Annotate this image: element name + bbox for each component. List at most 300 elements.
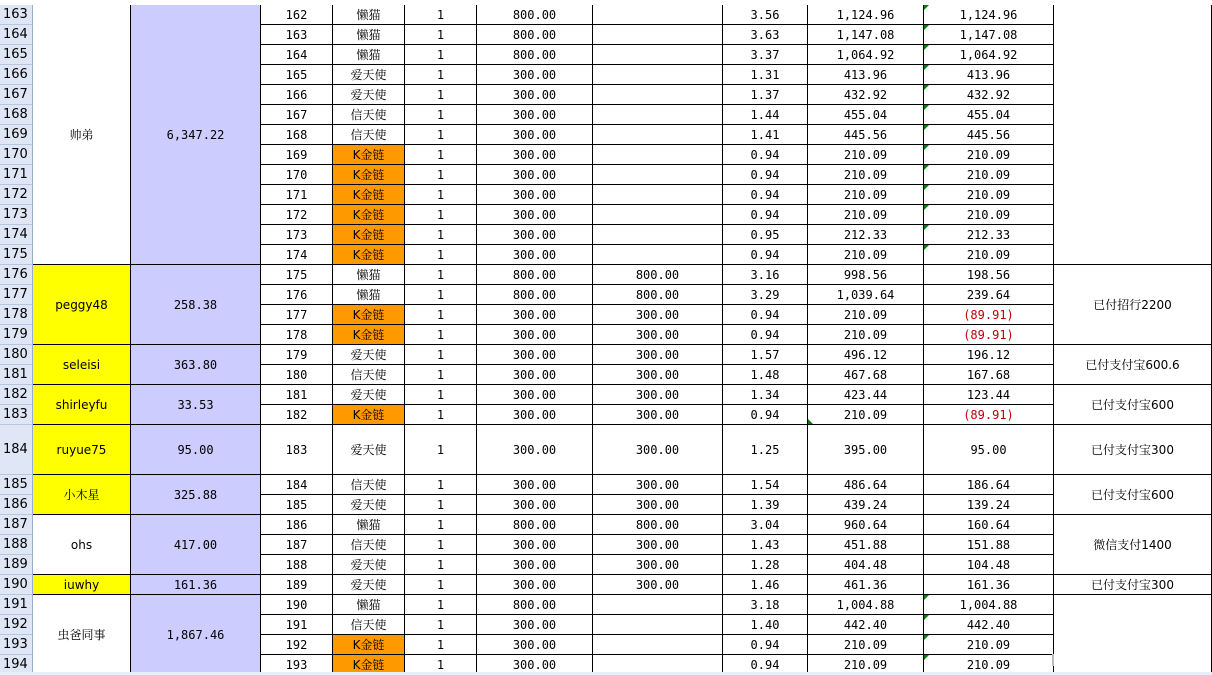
row-header[interactable] [0,85,33,105]
customer-name-cell[interactable] [33,425,131,475]
rate-cell[interactable] [723,425,808,475]
amount-cell[interactable] [808,475,924,495]
quantity-cell[interactable] [405,325,477,345]
item-cell[interactable] [333,405,405,425]
quantity-cell[interactable] [405,225,477,245]
quantity-cell[interactable] [405,495,477,515]
paid-cell[interactable] [593,615,723,635]
price-cell[interactable] [477,515,593,535]
paid-cell[interactable] [593,385,723,405]
amount-cell[interactable] [808,615,924,635]
item-cell[interactable] [333,575,405,595]
rate-cell[interactable] [723,225,808,245]
customer-name-cell[interactable] [33,5,131,265]
balance-cell[interactable] [924,495,1054,515]
item-cell[interactable] [333,185,405,205]
row-header[interactable] [0,165,33,185]
balance-cell[interactable] [924,85,1054,105]
quantity-cell[interactable] [405,365,477,385]
item-cell[interactable] [333,65,405,85]
amount-cell[interactable] [808,555,924,575]
price-cell[interactable] [477,535,593,555]
paid-cell[interactable] [593,205,723,225]
row-header[interactable] [0,365,33,385]
price-cell[interactable] [477,245,593,265]
order-number-cell[interactable] [261,495,333,515]
quantity-cell[interactable] [405,65,477,85]
order-number-cell[interactable] [261,425,333,475]
quantity-cell[interactable] [405,475,477,495]
row-header[interactable] [0,105,33,125]
quantity-cell[interactable] [405,385,477,405]
balance-cell[interactable] [924,5,1054,25]
item-cell[interactable] [333,615,405,635]
balance-cell[interactable] [924,575,1054,595]
rate-cell[interactable] [723,305,808,325]
price-cell[interactable] [477,595,593,615]
item-cell[interactable] [333,265,405,285]
price-cell[interactable] [477,265,593,285]
customer-name-cell[interactable] [33,265,131,345]
item-cell[interactable] [333,105,405,125]
amount-cell[interactable] [808,345,924,365]
order-number-cell[interactable] [261,555,333,575]
price-cell[interactable] [477,365,593,385]
quantity-cell[interactable] [405,425,477,475]
paid-cell[interactable] [593,425,723,475]
customer-total-cell[interactable] [131,595,261,675]
order-number-cell[interactable] [261,165,333,185]
paid-cell[interactable] [593,575,723,595]
customer-total-cell[interactable] [131,515,261,575]
payment-note-cell[interactable] [1054,5,1212,265]
amount-cell[interactable] [808,535,924,555]
customer-total-cell[interactable] [131,575,261,595]
rate-cell[interactable] [723,245,808,265]
customer-name-cell[interactable] [33,345,131,385]
paid-cell[interactable] [593,325,723,345]
payment-note-cell[interactable] [1054,265,1212,345]
item-cell[interactable] [333,285,405,305]
paid-cell[interactable] [593,405,723,425]
row-header[interactable] [0,125,33,145]
item-cell[interactable] [333,555,405,575]
quantity-cell[interactable] [405,45,477,65]
item-cell[interactable] [333,385,405,405]
amount-cell[interactable] [808,515,924,535]
rate-cell[interactable] [723,185,808,205]
quantity-cell[interactable] [405,575,477,595]
row-header[interactable] [0,555,33,575]
amount-cell[interactable] [808,125,924,145]
rate-cell[interactable] [723,535,808,555]
quantity-cell[interactable] [405,205,477,225]
payment-note-cell[interactable] [1054,385,1212,425]
row-header[interactable] [0,205,33,225]
price-cell[interactable] [477,635,593,655]
rate-cell[interactable] [723,265,808,285]
order-number-cell[interactable] [261,365,333,385]
customer-name-cell[interactable] [33,595,131,675]
paid-cell[interactable] [593,635,723,655]
customer-total-cell[interactable] [131,265,261,345]
balance-cell[interactable] [924,205,1054,225]
price-cell[interactable] [477,495,593,515]
rate-cell[interactable] [723,575,808,595]
order-number-cell[interactable] [261,265,333,285]
paid-cell[interactable] [593,475,723,495]
rate-cell[interactable] [723,25,808,45]
item-cell[interactable] [333,495,405,515]
paid-cell[interactable] [593,65,723,85]
rate-cell[interactable] [723,5,808,25]
price-cell[interactable] [477,345,593,365]
row-header[interactable] [0,575,33,595]
order-number-cell[interactable] [261,65,333,85]
paid-cell[interactable] [593,225,723,245]
payment-note-cell[interactable] [1054,595,1212,675]
amount-cell[interactable] [808,25,924,45]
order-number-cell[interactable] [261,205,333,225]
row-header[interactable] [0,345,33,365]
paid-cell[interactable] [593,555,723,575]
balance-cell[interactable] [924,555,1054,575]
order-number-cell[interactable] [261,475,333,495]
order-number-cell[interactable] [261,535,333,555]
item-cell[interactable] [333,45,405,65]
paid-cell[interactable] [593,245,723,265]
order-number-cell[interactable] [261,325,333,345]
order-number-cell[interactable] [261,575,333,595]
rate-cell[interactable] [723,205,808,225]
order-number-cell[interactable] [261,285,333,305]
item-cell[interactable] [333,515,405,535]
quantity-cell[interactable] [405,515,477,535]
amount-cell[interactable] [808,425,924,475]
quantity-cell[interactable] [405,405,477,425]
price-cell[interactable] [477,225,593,245]
item-cell[interactable] [333,25,405,45]
rate-cell[interactable] [723,555,808,575]
amount-cell[interactable] [808,205,924,225]
price-cell[interactable] [477,475,593,495]
amount-cell[interactable] [808,85,924,105]
quantity-cell[interactable] [405,595,477,615]
paid-cell[interactable] [593,145,723,165]
order-number-cell[interactable] [261,515,333,535]
amount-cell[interactable] [808,635,924,655]
price-cell[interactable] [477,165,593,185]
quantity-cell[interactable] [405,85,477,105]
rate-cell[interactable] [723,635,808,655]
balance-cell[interactable] [924,405,1054,425]
row-header[interactable] [0,595,33,615]
quantity-cell[interactable] [405,555,477,575]
rate-cell[interactable] [723,615,808,635]
quantity-cell[interactable] [405,345,477,365]
balance-cell[interactable] [924,425,1054,475]
quantity-cell[interactable] [405,615,477,635]
paid-cell[interactable] [593,85,723,105]
row-header[interactable] [0,45,33,65]
rate-cell[interactable] [723,145,808,165]
item-cell[interactable] [333,125,405,145]
order-number-cell[interactable] [261,635,333,655]
customer-total-cell[interactable] [131,345,261,385]
rate-cell[interactable] [723,285,808,305]
balance-cell[interactable] [924,475,1054,495]
item-cell[interactable] [333,305,405,325]
balance-cell[interactable] [924,105,1054,125]
rate-cell[interactable] [723,165,808,185]
item-cell[interactable] [333,5,405,25]
customer-name-cell[interactable] [33,385,131,425]
balance-cell[interactable] [924,265,1054,285]
order-number-cell[interactable] [261,405,333,425]
item-cell[interactable] [333,225,405,245]
item-cell[interactable] [333,535,405,555]
row-header[interactable] [0,385,33,405]
order-number-cell[interactable] [261,145,333,165]
row-header[interactable] [0,265,33,285]
row-header[interactable] [0,515,33,535]
paid-cell[interactable] [593,25,723,45]
price-cell[interactable] [477,45,593,65]
paid-cell[interactable] [593,185,723,205]
item-cell[interactable] [333,345,405,365]
price-cell[interactable] [477,575,593,595]
row-header[interactable] [0,25,33,45]
amount-cell[interactable] [808,325,924,345]
amount-cell[interactable] [808,145,924,165]
order-number-cell[interactable] [261,185,333,205]
item-cell[interactable] [333,85,405,105]
amount-cell[interactable] [808,405,924,425]
quantity-cell[interactable] [405,305,477,325]
amount-cell[interactable] [808,265,924,285]
paid-cell[interactable] [593,105,723,125]
item-cell[interactable] [333,635,405,655]
rate-cell[interactable] [723,595,808,615]
row-header[interactable] [0,185,33,205]
quantity-cell[interactable] [405,25,477,45]
order-number-cell[interactable] [261,615,333,635]
price-cell[interactable] [477,385,593,405]
price-cell[interactable] [477,185,593,205]
order-number-cell[interactable] [261,85,333,105]
quantity-cell[interactable] [405,105,477,125]
amount-cell[interactable] [808,5,924,25]
price-cell[interactable] [477,405,593,425]
paid-cell[interactable] [593,45,723,65]
balance-cell[interactable] [924,165,1054,185]
row-header[interactable] [0,495,33,515]
row-header[interactable] [0,535,33,555]
paid-cell[interactable] [593,515,723,535]
rate-cell[interactable] [723,365,808,385]
quantity-cell[interactable] [405,285,477,305]
rate-cell[interactable] [723,405,808,425]
order-number-cell[interactable] [261,385,333,405]
paid-cell[interactable] [593,535,723,555]
rate-cell[interactable] [723,475,808,495]
balance-cell[interactable] [924,45,1054,65]
rate-cell[interactable] [723,385,808,405]
paid-cell[interactable] [593,365,723,385]
amount-cell[interactable] [808,365,924,385]
row-header[interactable] [0,225,33,245]
item-cell[interactable] [333,165,405,185]
amount-cell[interactable] [808,65,924,85]
price-cell[interactable] [477,425,593,475]
order-number-cell[interactable] [261,25,333,45]
amount-cell[interactable] [808,45,924,65]
price-cell[interactable] [477,285,593,305]
paid-cell[interactable] [593,5,723,25]
amount-cell[interactable] [808,495,924,515]
quantity-cell[interactable] [405,265,477,285]
balance-cell[interactable] [924,285,1054,305]
row-header[interactable] [0,615,33,635]
amount-cell[interactable] [808,285,924,305]
balance-cell[interactable] [924,535,1054,555]
rate-cell[interactable] [723,45,808,65]
paid-cell[interactable] [593,125,723,145]
quantity-cell[interactable] [405,5,477,25]
balance-cell[interactable] [924,515,1054,535]
amount-cell[interactable] [808,105,924,125]
paid-cell[interactable] [593,305,723,325]
balance-cell[interactable] [924,125,1054,145]
quantity-cell[interactable] [405,535,477,555]
price-cell[interactable] [477,105,593,125]
rate-cell[interactable] [723,515,808,535]
amount-cell[interactable] [808,305,924,325]
rate-cell[interactable] [723,125,808,145]
paid-cell[interactable] [593,285,723,305]
item-cell[interactable] [333,595,405,615]
rate-cell[interactable] [723,325,808,345]
order-number-cell[interactable] [261,345,333,365]
balance-cell[interactable] [924,365,1054,385]
price-cell[interactable] [477,65,593,85]
order-number-cell[interactable] [261,45,333,65]
amount-cell[interactable] [808,245,924,265]
balance-cell[interactable] [924,185,1054,205]
balance-cell[interactable] [924,615,1054,635]
payment-note-cell[interactable] [1054,515,1212,575]
quantity-cell[interactable] [405,165,477,185]
price-cell[interactable] [477,205,593,225]
row-header[interactable] [0,285,33,305]
price-cell[interactable] [477,85,593,105]
quantity-cell[interactable] [405,125,477,145]
row-header[interactable] [0,635,33,655]
row-header[interactable] [0,245,33,265]
price-cell[interactable] [477,5,593,25]
price-cell[interactable] [477,125,593,145]
rate-cell[interactable] [723,65,808,85]
payment-note-cell[interactable] [1054,475,1212,515]
price-cell[interactable] [477,305,593,325]
customer-total-cell[interactable] [131,475,261,515]
row-header[interactable] [0,325,33,345]
amount-cell[interactable] [808,185,924,205]
price-cell[interactable] [477,325,593,345]
price-cell[interactable] [477,615,593,635]
price-cell[interactable] [477,25,593,45]
quantity-cell[interactable] [405,635,477,655]
balance-cell[interactable] [924,25,1054,45]
paid-cell[interactable] [593,595,723,615]
paid-cell[interactable] [593,495,723,515]
row-header[interactable] [0,475,33,495]
row-header[interactable] [0,65,33,85]
balance-cell[interactable] [924,225,1054,245]
rate-cell[interactable] [723,85,808,105]
rate-cell[interactable] [723,345,808,365]
rate-cell[interactable] [723,105,808,125]
balance-cell[interactable] [924,145,1054,165]
row-header[interactable] [0,5,33,25]
customer-total-cell[interactable] [131,5,261,265]
customer-total-cell[interactable] [131,425,261,475]
item-cell[interactable] [333,475,405,495]
amount-cell[interactable] [808,595,924,615]
price-cell[interactable] [477,145,593,165]
payment-note-cell[interactable] [1054,425,1212,475]
balance-cell[interactable] [924,65,1054,85]
balance-cell[interactable] [924,305,1054,325]
paid-cell[interactable] [593,265,723,285]
order-number-cell[interactable] [261,595,333,615]
order-number-cell[interactable] [261,245,333,265]
payment-note-cell[interactable] [1054,575,1212,595]
item-cell[interactable] [333,365,405,385]
balance-cell[interactable] [924,245,1054,265]
item-cell[interactable] [333,325,405,345]
balance-cell[interactable] [924,385,1054,405]
order-number-cell[interactable] [261,5,333,25]
row-header[interactable] [0,425,33,475]
item-cell[interactable] [333,425,405,475]
balance-cell[interactable] [924,595,1054,615]
paid-cell[interactable] [593,165,723,185]
rate-cell[interactable] [723,495,808,515]
item-cell[interactable] [333,245,405,265]
customer-name-cell[interactable] [33,515,131,575]
quantity-cell[interactable] [405,245,477,265]
price-cell[interactable] [477,555,593,575]
row-header[interactable] [0,145,33,165]
amount-cell[interactable] [808,225,924,245]
customer-name-cell[interactable] [33,575,131,595]
balance-cell[interactable] [924,325,1054,345]
order-number-cell[interactable] [261,105,333,125]
customer-name-cell[interactable] [33,475,131,515]
quantity-cell[interactable] [405,185,477,205]
customer-total-cell[interactable] [131,385,261,425]
order-number-cell[interactable] [261,305,333,325]
balance-cell[interactable] [924,635,1054,655]
row-header[interactable] [0,405,33,425]
payment-note-cell[interactable] [1054,345,1212,385]
quantity-cell[interactable] [405,145,477,165]
amount-cell[interactable] [808,385,924,405]
amount-cell[interactable] [808,575,924,595]
amount-cell[interactable] [808,165,924,185]
item-cell[interactable] [333,205,405,225]
